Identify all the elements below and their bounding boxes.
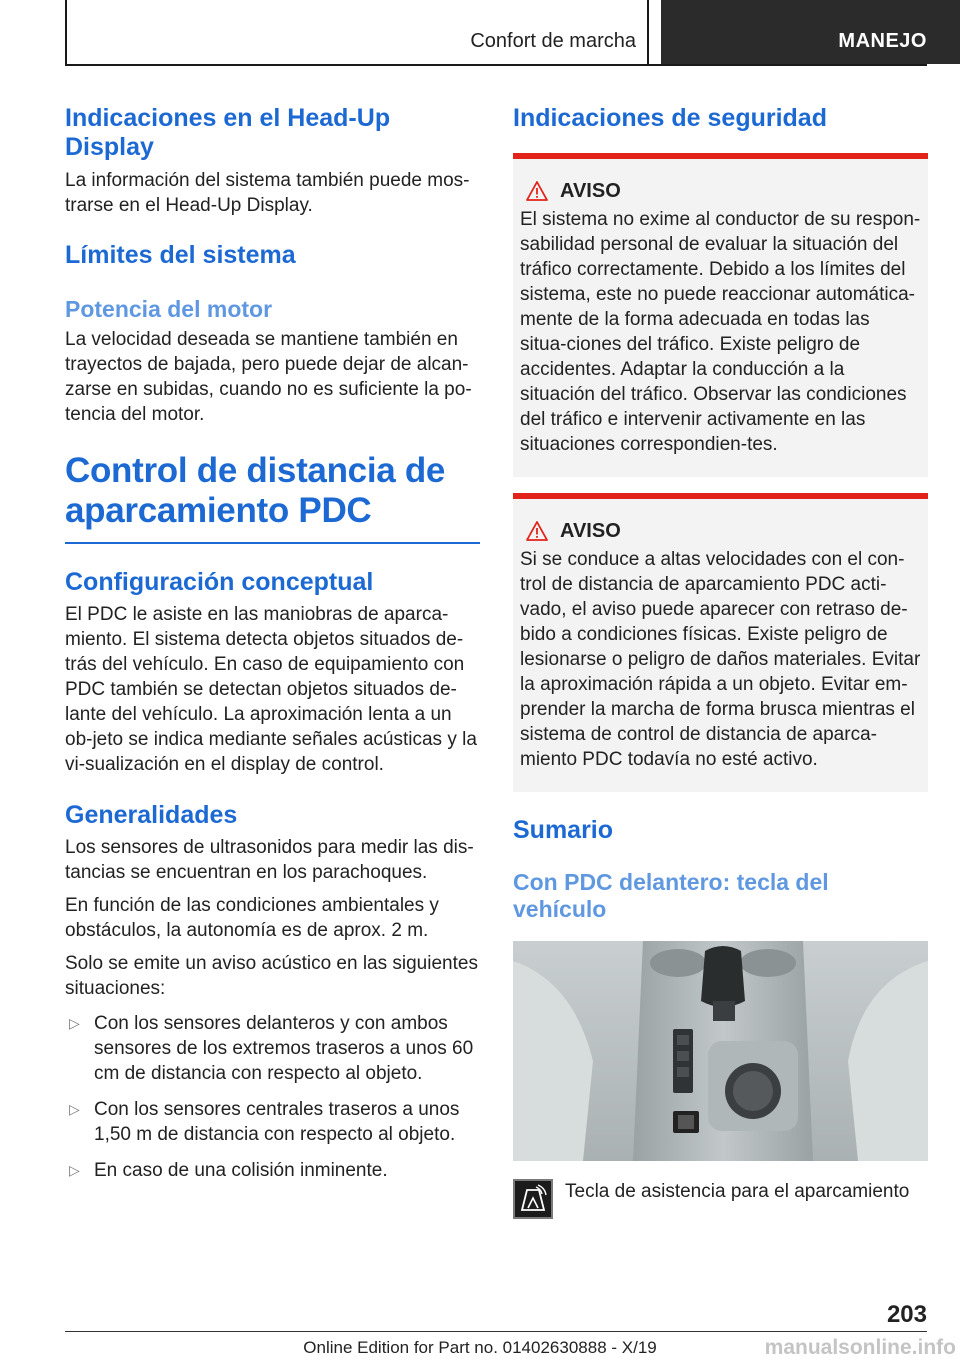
hud-paragraph: La información del sistema también puede mos-trarse en el Head-Up Display. bbox=[65, 170, 470, 216]
header-chapter-label: MANEJO bbox=[838, 30, 927, 52]
figure-caption bbox=[513, 1179, 928, 1219]
list-item-text: En caso de una colisión inminente. bbox=[94, 1160, 388, 1181]
list-item-text: Con los sensores centrales traseros a unos 1,50 m de distancia con respecto al objeto. bbox=[94, 1099, 460, 1145]
footer-rule bbox=[65, 1331, 927, 1332]
summary-heading: Sumario bbox=[513, 816, 614, 844]
watermark: manualsonline.info bbox=[764, 1336, 956, 1359]
general-paragraph-2: En función de las condiciones ambientales y obstáculos, la autonomía es de aprox. 2 m. bbox=[65, 895, 439, 941]
general-heading: Generalidades bbox=[65, 801, 238, 829]
general-paragraph-3: Solo se emite un aviso acústico en las siguientes situaciones: bbox=[65, 953, 478, 999]
engine-heading: Potencia del motor bbox=[65, 296, 273, 322]
header-left-rule bbox=[65, 0, 67, 66]
warning-box bbox=[513, 153, 928, 477]
warning-triangle-icon bbox=[520, 519, 560, 543]
header-separator bbox=[647, 0, 649, 66]
list-item bbox=[65, 1097, 480, 1147]
general-paragraph-1: Los sensores de ultrasonidos para medir las dis-tancias se encuentran en los parachoques. bbox=[65, 837, 474, 883]
warning-triangle-icon bbox=[520, 179, 560, 203]
header-section-title: Confort de marcha bbox=[470, 30, 636, 52]
parking-assist-button-icon bbox=[513, 1179, 553, 1219]
list-item bbox=[65, 1011, 480, 1086]
list-item-text: Con los sensores delanteros y con ambos sensores de los extremos traseros a unos 60 cm de distancia con respecto al objeto. bbox=[94, 1013, 474, 1084]
header-rule bbox=[65, 64, 927, 66]
front-pdc-heading: Con PDC delantero: tecla del vehículo bbox=[513, 869, 829, 922]
warning-header bbox=[520, 179, 921, 203]
list-item bbox=[65, 1158, 480, 1183]
right-column bbox=[513, 104, 928, 1219]
footer-edition: Online Edition for Part no. 01402630888 - X/19 bbox=[303, 1338, 657, 1357]
triangle-bullet-icon: ▷ bbox=[69, 1162, 80, 1178]
warning-header bbox=[520, 519, 921, 543]
warning-label: AVISO bbox=[560, 179, 621, 202]
center-console-photo bbox=[513, 941, 928, 1161]
safety-heading: Indicaciones de seguridad bbox=[513, 104, 827, 132]
situations-list bbox=[65, 1011, 480, 1183]
chapter-title-rule bbox=[65, 542, 480, 544]
warning-label: AVISO bbox=[560, 519, 621, 542]
triangle-bullet-icon: ▷ bbox=[69, 1101, 80, 1117]
limits-heading: Límites del sistema bbox=[65, 241, 296, 269]
hud-heading: Indicaciones en el Head-Up Display bbox=[65, 104, 391, 161]
caption-text: Tecla de asistencia para el aparcamiento bbox=[565, 1181, 910, 1202]
pdc-chapter-title: Control de distancia de aparcamiento PDC bbox=[65, 451, 446, 530]
page-number: 203 bbox=[886, 1301, 927, 1328]
triangle-bullet-icon: ▷ bbox=[69, 1015, 80, 1031]
concept-heading: Configuración conceptual bbox=[65, 568, 374, 596]
warning-text: El sistema no exime al conductor de su respon-sabilidad personal de evaluar la situación del tráfico correctamente. Debido a los límites del sistema, este no puede reaccionar automática-mente de la forma adecuada en todas las situa-ciones del tráfico. Existe peligro de accidentes. Adaptar la conducción a la situación del tráfico. Observar las condiciones del tráfico e intervenir activamente en las situaciones correspondien-tes. bbox=[520, 209, 921, 455]
engine-paragraph: La velocidad deseada se mantiene también en trayectos de bajada, pero puede dejar de alcan-zarse en subidas, cuando no es suficiente la po-tencia del motor. bbox=[65, 329, 472, 425]
concept-paragraph: El PDC le asiste en las maniobras de aparca-miento. El sistema detecta objetos situados de-trás del vehículo. En caso de equipamiento con PDC también se detectan objetos situados de-lante del vehículo. La aproximación lenta a un ob-jeto se indica mediante señales acústicas y la vi-sualización en el display de control. bbox=[65, 604, 477, 775]
warning-text: Si se conduce a altas velocidades con el con-trol de distancia de aparcamiento PDC acti-vado, el aviso puede aparecer con retraso de-bido a condiciones físicas. Existe peligro de lesionarse o peligro de daños materiales. Evitar la aproximación rápida a un objeto. Evitar em-prender la marcha de forma brusca mientras el sistema de control de distancia de aparca-miento PDC todavía no esté activo. bbox=[520, 549, 921, 770]
warning-box bbox=[513, 493, 928, 792]
left-column bbox=[65, 104, 480, 1194]
